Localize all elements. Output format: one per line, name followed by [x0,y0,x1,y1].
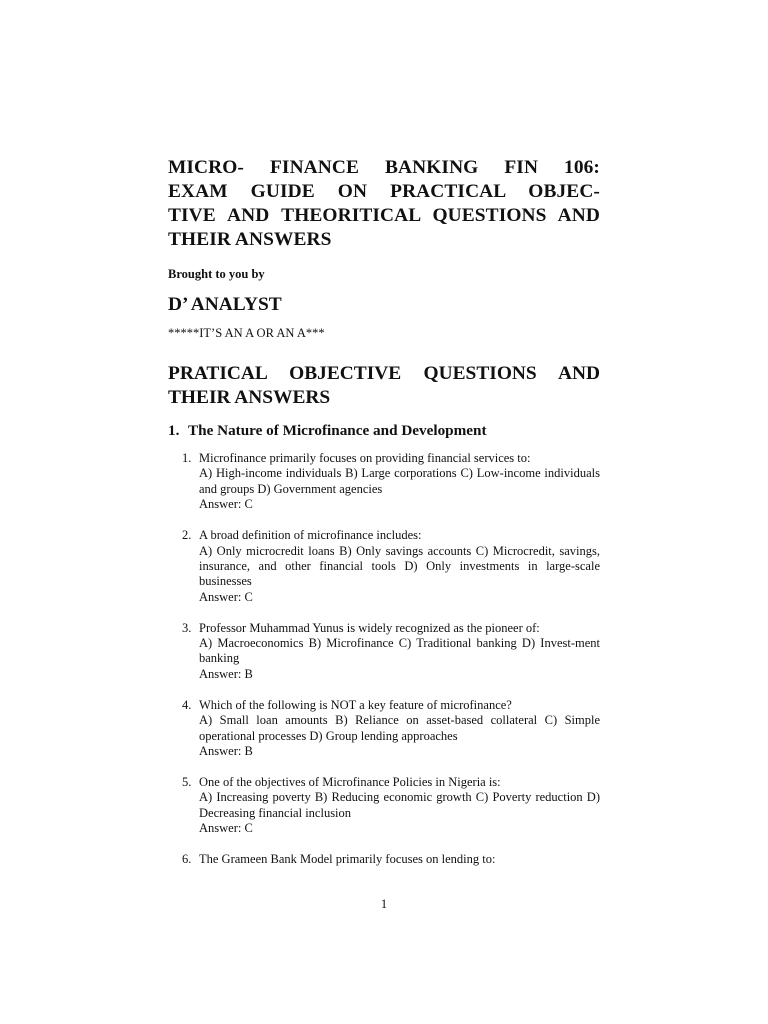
question-options: A) Macroeconomics B) Microfinance C) Traditional banking D) Invest-ment banking [199,636,600,666]
question-options: A) Small loan amounts B) Reliance on asset-based collateral C) Simple operational processes D) Group lending approaches [199,713,600,743]
question-text: One of the objectives of Microfinance Policies in Nigeria is: [199,774,501,789]
subsection-number: 1. [168,422,180,439]
question-number: 4. [182,697,192,712]
question-number: 2. [182,528,192,543]
title-line: THEIR ANSWERS [168,229,332,250]
question-number: 3. [182,620,192,635]
motto: *****IT’S AN A OR AN A*** [168,326,325,340]
question-item [168,852,600,867]
question-answer: Answer: C [199,821,253,836]
question-answer: Answer: B [199,744,253,758]
title-line: MICRO- FINANCE BANKING FIN 106: [168,157,600,178]
question-item [168,775,600,837]
question-item [168,698,600,760]
question-number: 5. [182,774,192,789]
question-text: Microfinance primarily focuses on providing financial services to: [199,451,531,465]
title-line: TIVE AND THEORITICAL QUESTIONS AND [168,205,600,226]
section-heading [168,362,600,410]
question-list [168,451,600,867]
section-heading-line: PRATICAL OBJECTIVE QUESTIONS AND [168,363,600,384]
question-answer: Answer: C [199,497,253,512]
title-line: EXAM GUIDE ON PRACTICAL OBJEC- [168,181,600,202]
page-number: 1 [380,897,388,911]
subsection-title: The Nature of Microfinance and Development [188,422,487,439]
author-name: D’ ANALYST [168,294,282,315]
question-text: The Grameen Bank Model primarily focuses on lending to: [199,852,496,867]
question-text: Professor Muhammad Yunus is widely recognized as the pioneer of: [199,620,540,635]
question-text: Which of the following is NOT a key feature of microfinance? [199,697,512,712]
document-title [168,156,600,252]
question-answer: Answer: C [199,589,253,604]
question-number: 1. [182,451,192,465]
question-options: A) Only microcredit loans B) Only savings accounts C) Microcredit, savings, insurance, and other financial tools D) Only investments in large-scale businesses [199,543,600,589]
question-options: A) Increasing poverty B) Reducing economic growth C) Poverty reduction D) Decreasing financial inclusion [199,790,600,820]
brought-by-label: Brought to you by [168,267,265,281]
question-item [168,451,600,513]
question-item [168,528,600,605]
question-number: 6. [182,852,192,867]
question-text: A broad definition of microfinance includes: [199,528,422,543]
section-heading-line: THEIR ANSWERS [168,387,331,408]
subsection-heading [168,421,600,441]
question-item [168,621,600,683]
question-options: A) High-income individuals B) Large corporations C) Low-income individuals and groups D) Government agencies [199,466,600,496]
question-answer: Answer: B [199,666,253,681]
document-page [168,156,600,883]
